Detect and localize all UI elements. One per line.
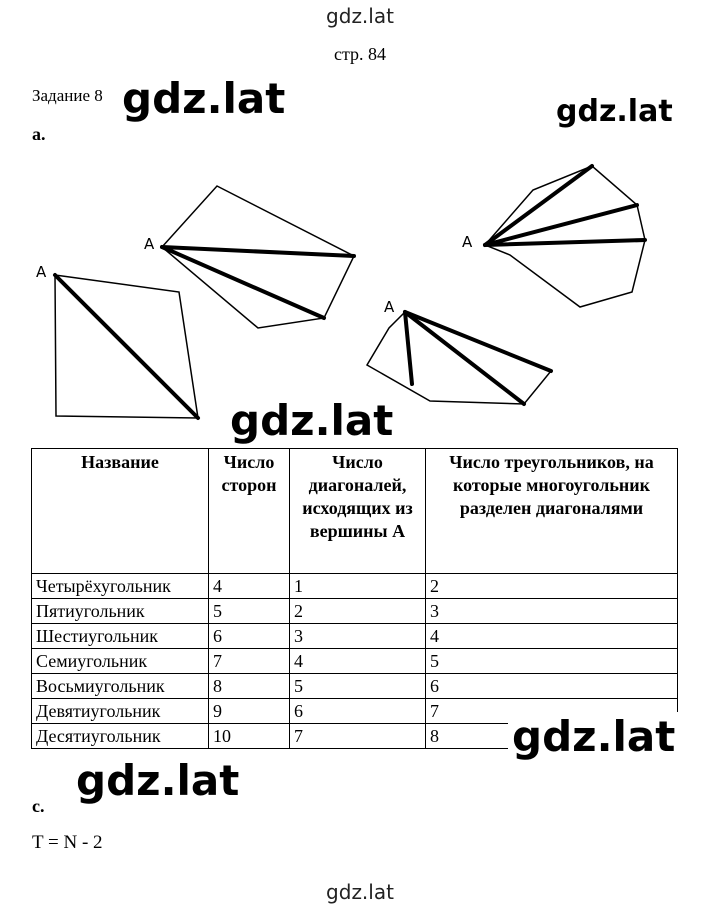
table-cell: 5 — [290, 674, 426, 699]
table-cell: Шестиугольник — [32, 624, 209, 649]
table-row — [32, 649, 678, 674]
diagonal-line — [485, 166, 592, 245]
table-cell: 1 — [290, 574, 426, 599]
table-cell: Восьмиугольник — [32, 674, 209, 699]
site-footer: gdz.lat — [326, 880, 394, 904]
table-row — [32, 624, 678, 649]
page-number: стр. 84 — [333, 44, 387, 64]
formula: T = N - 2 — [32, 832, 103, 853]
column-header: Число диагоналей, исходящих из вершины A — [290, 449, 426, 574]
vertex-a-label: A — [144, 235, 155, 253]
table-cell: 5 — [209, 599, 290, 624]
table-cell: 4 — [209, 574, 290, 599]
table-cell: 4 — [426, 624, 678, 649]
diagonal-line — [405, 312, 551, 371]
table-cell: 10 — [209, 724, 290, 749]
table-cell: 5 — [426, 649, 678, 674]
watermark: gdz.lat — [230, 396, 394, 445]
table-row — [32, 574, 678, 599]
column-header: Число треугольников, на которые многоугольник разделен диагоналями — [426, 449, 678, 574]
table-cell: 6 — [209, 624, 290, 649]
table-cell: 8 — [209, 674, 290, 699]
table-cell: 4 — [290, 649, 426, 674]
vertex-a-label: A — [384, 298, 395, 316]
table-cell: 2 — [426, 574, 678, 599]
table-cell: 7 — [209, 649, 290, 674]
table-cell: Девятиугольник — [32, 699, 209, 724]
watermark: gdz.lat — [76, 756, 240, 805]
table-cell: 3 — [290, 624, 426, 649]
diagonal-line — [405, 312, 412, 384]
section-c-label: c. — [32, 796, 45, 816]
table-cell: 6 — [290, 699, 426, 724]
site-header: gdz.lat — [326, 4, 394, 28]
table-row — [32, 599, 678, 624]
diagonal-line — [162, 247, 354, 256]
table-header-row — [32, 449, 678, 574]
table-cell: 2 — [290, 599, 426, 624]
table-cell: 8 — [426, 724, 678, 749]
column-header: Число сторон — [209, 449, 290, 574]
table-cell: Четырёхугольник — [32, 574, 209, 599]
section-a-label: a. — [32, 124, 46, 144]
vertex-a-label: A — [462, 233, 473, 251]
table-cell: 7 — [426, 699, 678, 724]
table-cell: 9 — [209, 699, 290, 724]
table-cell: Семиугольник — [32, 649, 209, 674]
table-cell: 6 — [426, 674, 678, 699]
task-title: Задание 8 — [32, 86, 103, 105]
column-header: Название — [32, 449, 209, 574]
diagonal-line — [405, 312, 524, 404]
pentagon-shape — [162, 186, 354, 328]
table-cell: 7 — [290, 724, 426, 749]
watermark: gdz.lat — [508, 712, 679, 761]
table-row — [32, 674, 678, 699]
diagonal-line — [162, 247, 324, 318]
table-cell: Десятиугольник — [32, 724, 209, 749]
watermark: gdz.lat — [122, 74, 286, 123]
diagonal-line — [55, 275, 198, 418]
watermark: gdz.lat — [556, 94, 673, 129]
vertex-a-label: A — [36, 263, 47, 281]
table-cell: 3 — [426, 599, 678, 624]
polygon-table — [31, 448, 678, 749]
table-cell: Пятиугольник — [32, 599, 209, 624]
